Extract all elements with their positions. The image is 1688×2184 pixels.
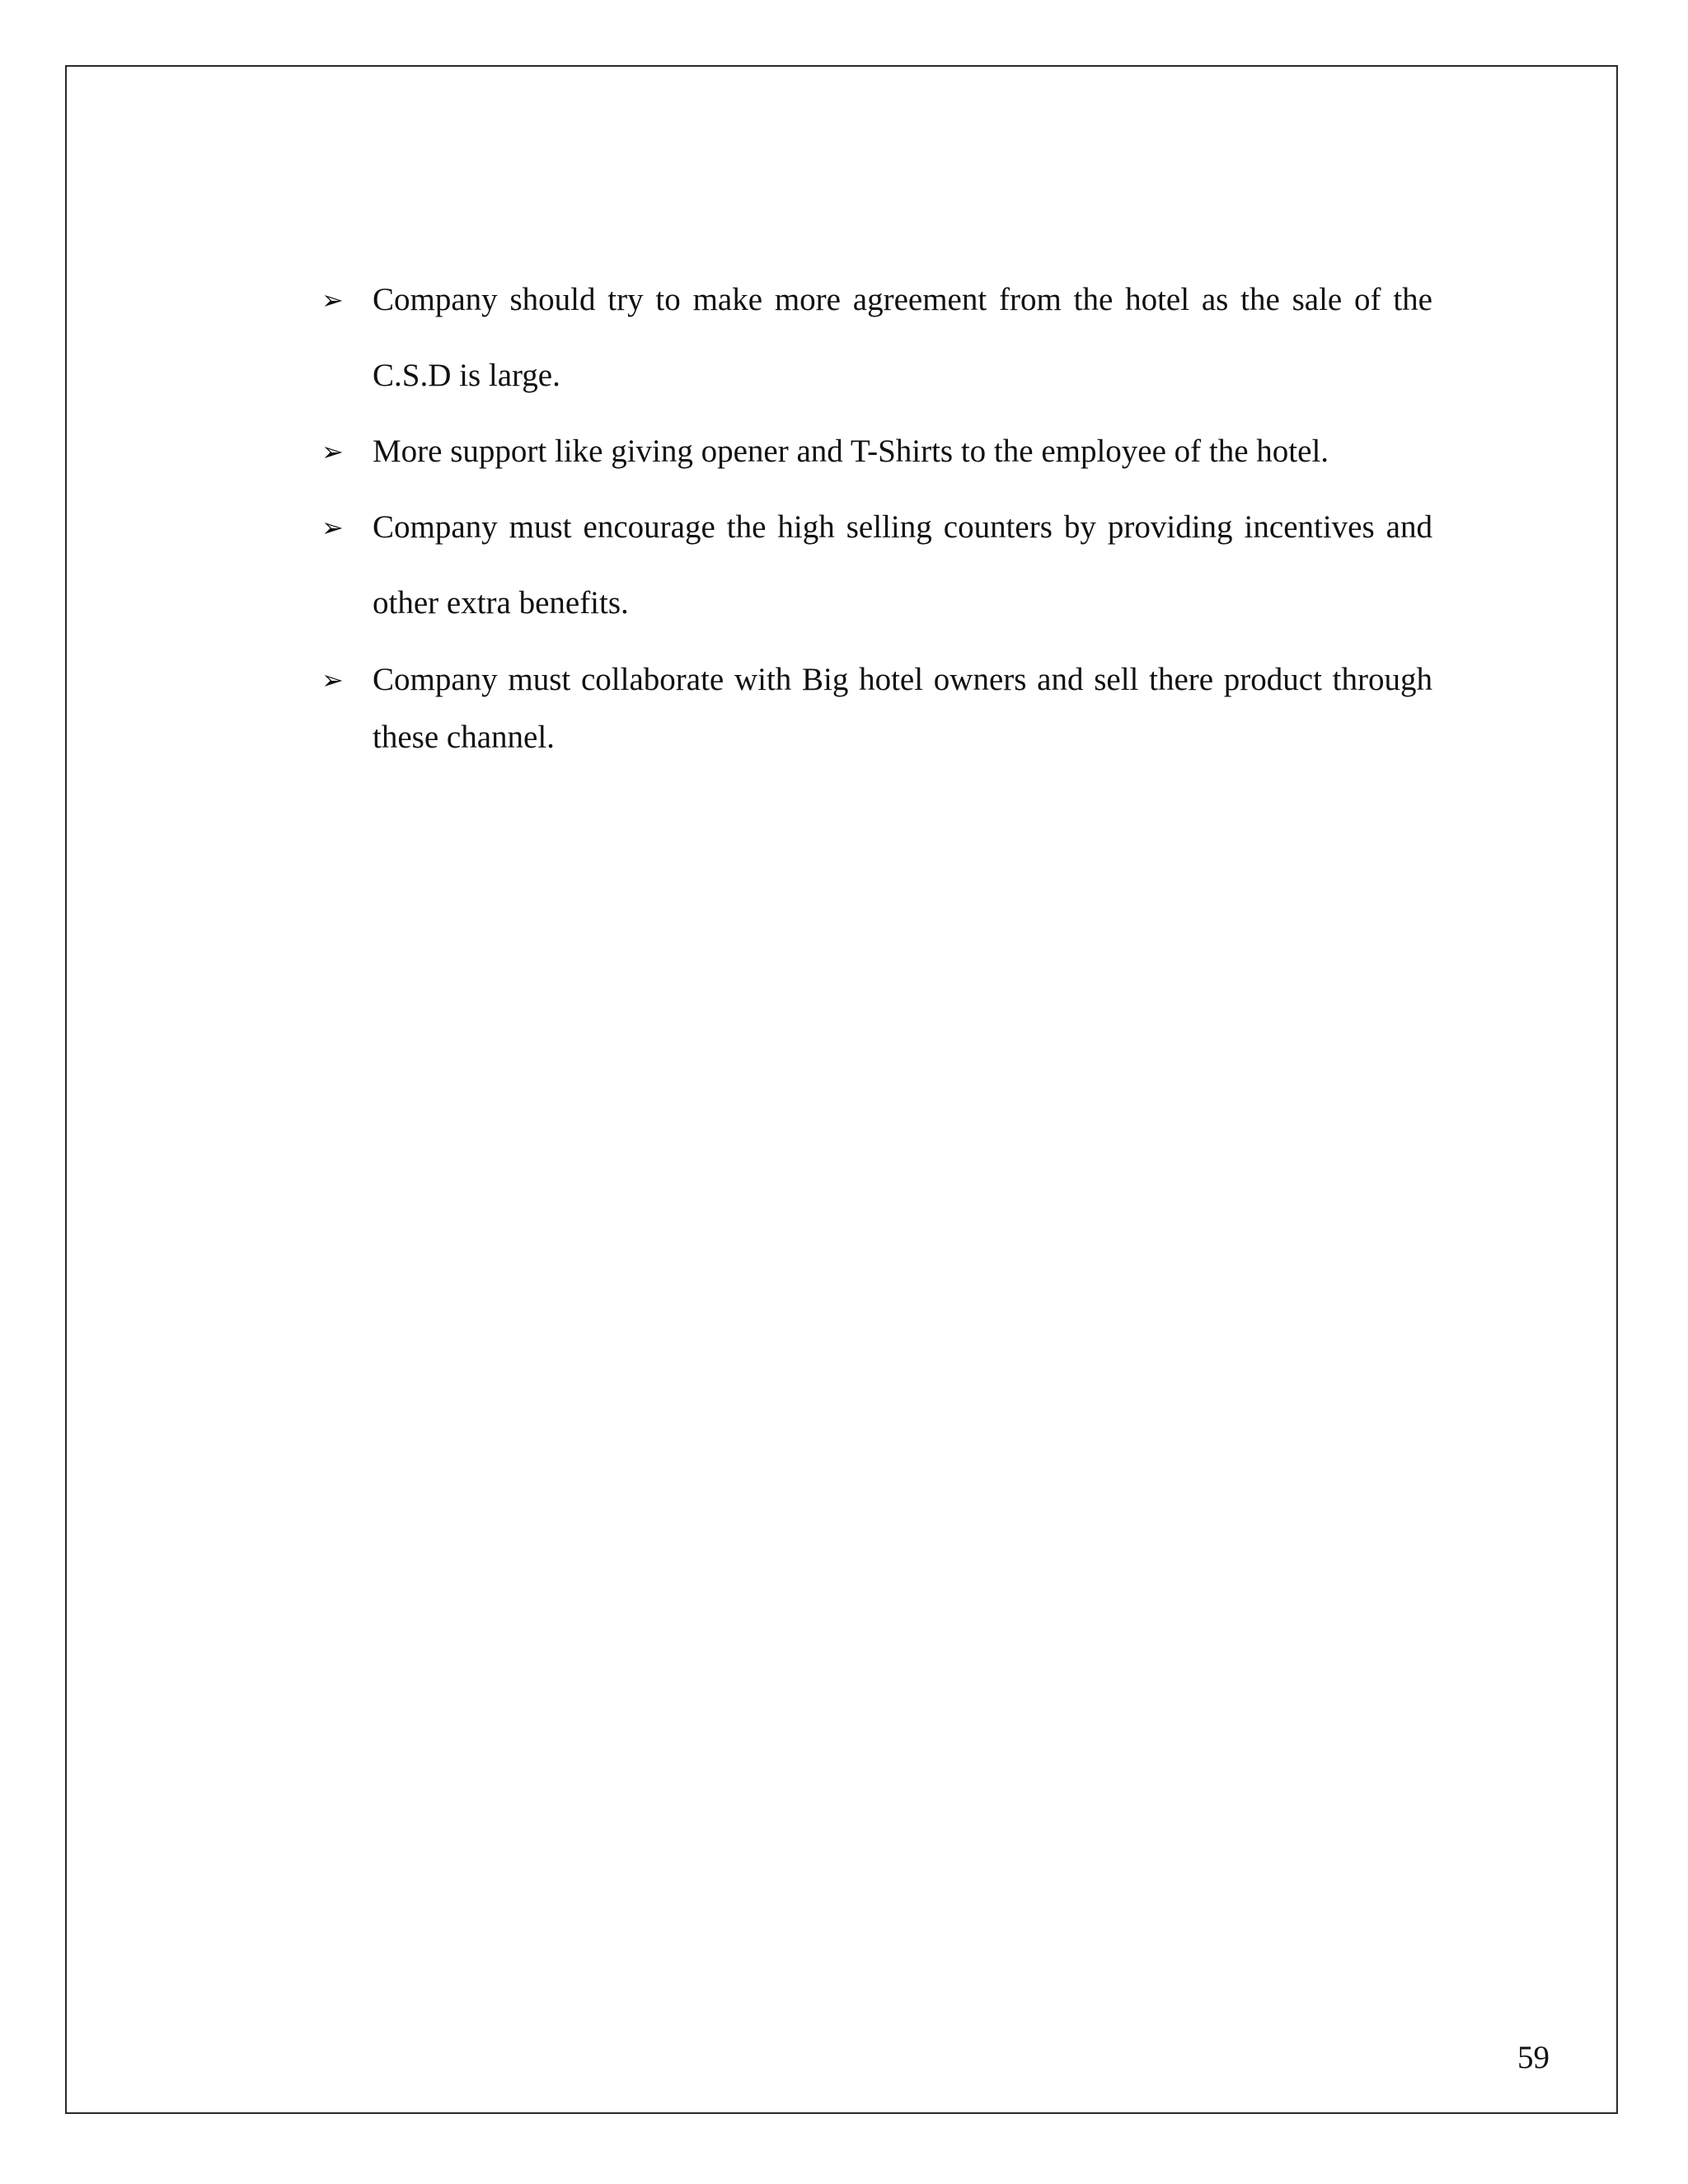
page-number: 59 <box>1517 2040 1550 2075</box>
list-item-text: More support like giving opener and T-Shirts to the employee of the hotel. <box>373 434 1329 469</box>
recommendation-list <box>321 262 1432 766</box>
arrowhead-bullet-icon: ➢ <box>321 284 344 316</box>
list-item <box>321 262 1432 414</box>
list-item-text: Company must collaborate with Big hotel owners and sell there product through these channel. <box>373 662 1432 755</box>
list-item <box>321 490 1432 641</box>
arrowhead-bullet-icon: ➢ <box>321 512 344 543</box>
list-item <box>321 414 1432 490</box>
list-item-text: Company should try to make more agreement from the hotel as the sale of the C.S.D is large. <box>373 282 1432 393</box>
arrowhead-bullet-icon: ➢ <box>321 436 344 467</box>
list-item-text: Company must encourage the high selling counters by providing incentives and other extra benefits. <box>373 509 1432 621</box>
list-item <box>321 651 1432 766</box>
arrowhead-bullet-icon: ➢ <box>321 664 344 696</box>
